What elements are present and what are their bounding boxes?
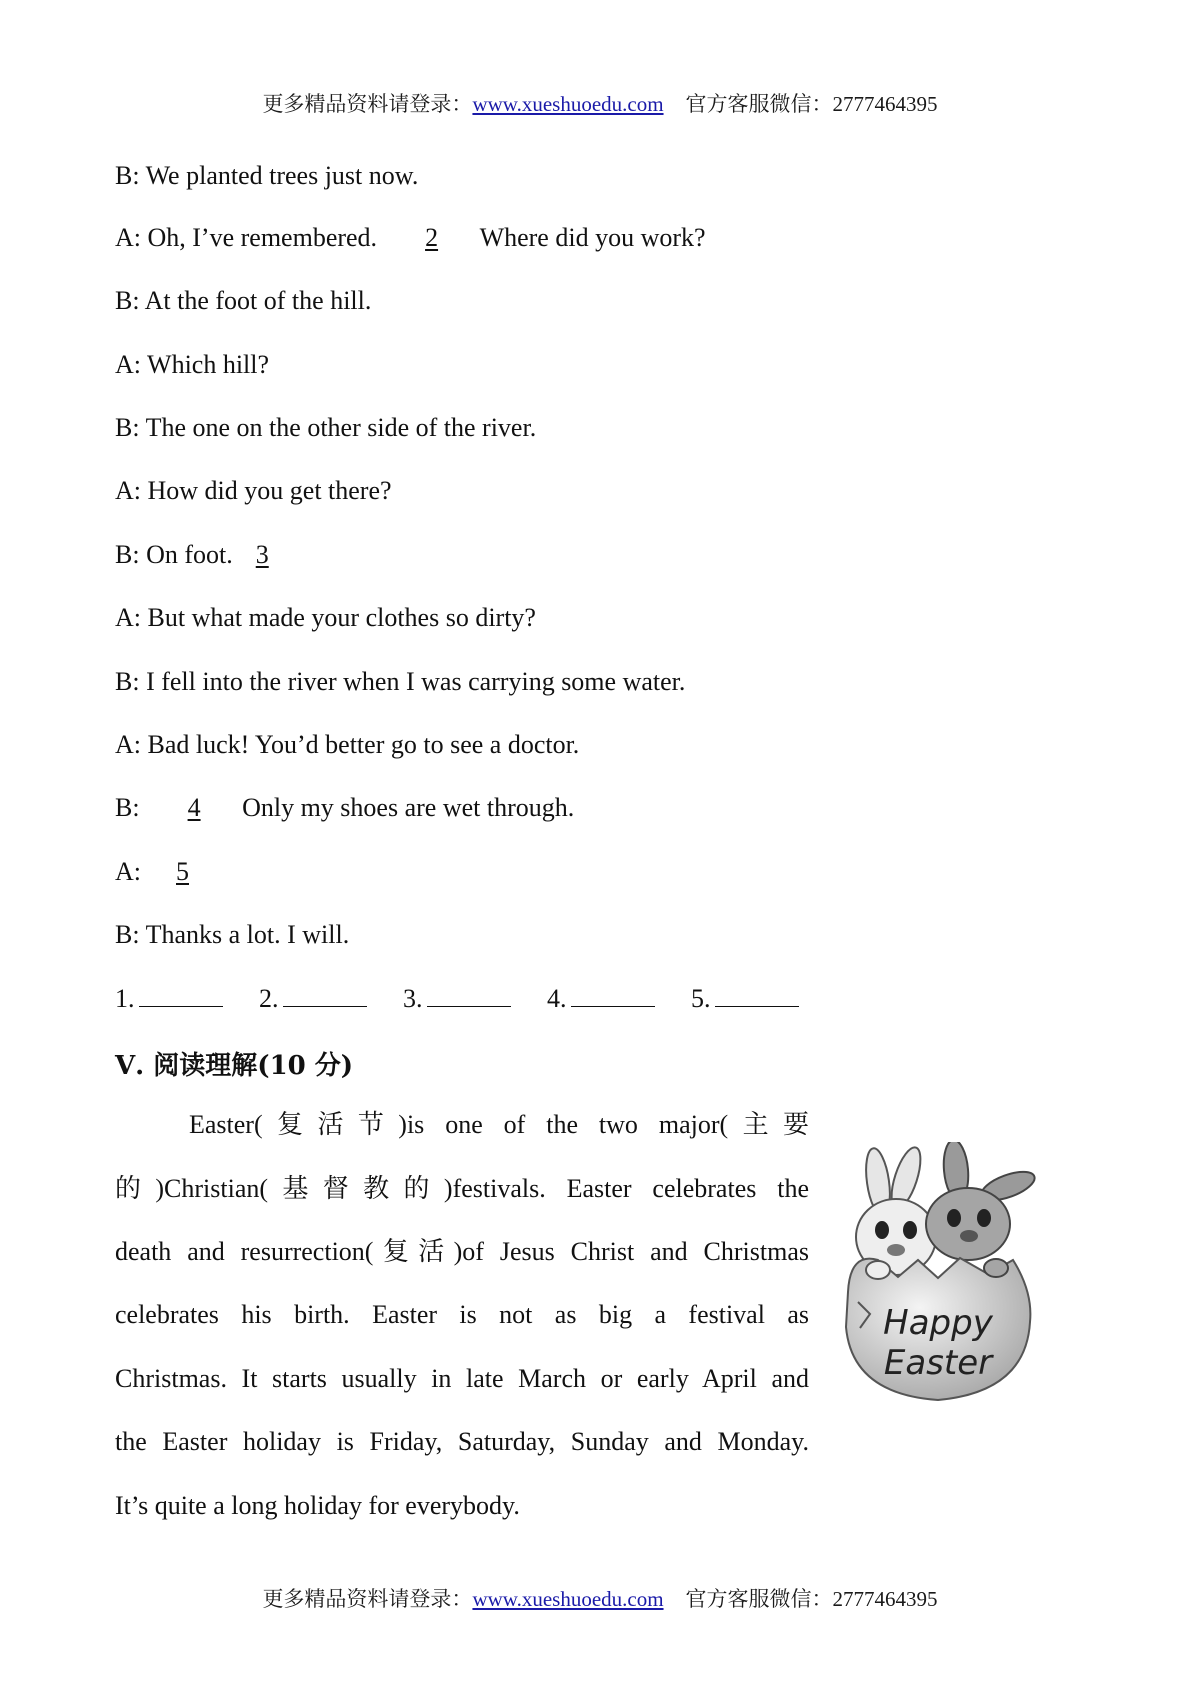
answer-slot-1[interactable]: 1. bbox=[115, 984, 223, 1014]
page-header bbox=[0, 88, 1200, 118]
footer-prefix: 更多精品资料请登录： bbox=[262, 1587, 473, 1611]
header-contact: 官方客服微信：2777464395 bbox=[685, 92, 938, 116]
dialogue-line-13: B: Thanks a lot. I will. bbox=[115, 920, 350, 949]
dialogue-line-1: B: We planted trees just now. bbox=[115, 161, 419, 190]
easter-bunny-egg-image bbox=[838, 1142, 1038, 1404]
section-title: Ⅴ. 阅读理解(10 分) bbox=[115, 1051, 354, 1081]
footer-link[interactable]: www.xueshuoedu.com bbox=[472, 1587, 664, 1611]
dialogue-line-5: B: The one on the other side of the river. bbox=[115, 413, 537, 442]
dialogue-line-10: A: Bad luck! You’d better go to see a doctor. bbox=[115, 730, 580, 759]
blank-3: 3 bbox=[255, 540, 269, 569]
dialogue-line-9: B: I fell into the river when I was carrying some water. bbox=[115, 667, 686, 696]
dialogue-line-8: A: But what made your clothes so dirty? bbox=[115, 603, 536, 632]
dialogue-line-6: A: How did you get there? bbox=[115, 476, 392, 505]
dialogue-line-4: A: Which hill? bbox=[115, 350, 270, 379]
footer-contact: 官方客服微信：2777464395 bbox=[685, 1587, 938, 1611]
dialogue-line-2: A: Oh, I’ve remembered. 2 Where did you work? bbox=[115, 223, 706, 252]
passage-line-1: Easter(复活节)is one of the two major(主要 bbox=[189, 1110, 809, 1139]
passage-line-5: Christmas. It starts usually in late March or early April and bbox=[115, 1364, 809, 1393]
dialogue-line-3: B: At the foot of the hill. bbox=[115, 286, 372, 315]
easter-caption-happy: Happy bbox=[883, 1303, 993, 1343]
answer-slot-5[interactable]: 5. bbox=[691, 984, 799, 1014]
answer-slots bbox=[115, 984, 829, 1014]
passage-line-2: 的)Christian(基督教的)festivals. Easter celebrates the bbox=[115, 1174, 809, 1203]
header-link[interactable]: www.xueshuoedu.com bbox=[472, 92, 664, 116]
answer-slot-2[interactable]: 2. bbox=[259, 984, 367, 1014]
blank-5: 5 bbox=[176, 857, 189, 886]
dialogue-line-12: A: 5 bbox=[115, 857, 218, 887]
blank-4: 4 bbox=[187, 793, 201, 822]
passage-line-3: death and resurrection(复活)of Jesus Christ and Christmas bbox=[115, 1237, 809, 1266]
passage-line-6: the Easter holiday is Friday, Saturday, Sunday and Monday. bbox=[115, 1427, 809, 1456]
answer-slot-3[interactable]: 3. bbox=[403, 984, 511, 1014]
blank-2: 2 bbox=[425, 223, 439, 252]
answer-slot-4[interactable]: 4. bbox=[547, 984, 655, 1014]
dialogue-line-11: B: 4 Only my shoes are wet through. bbox=[115, 793, 575, 822]
dialogue-line-7: B: On foot. 3 bbox=[115, 540, 285, 570]
page-footer bbox=[0, 1583, 1200, 1613]
passage-line-4: celebrates his birth. Easter is not as big a festival as bbox=[115, 1300, 809, 1329]
header-prefix: 更多精品资料请登录： bbox=[262, 92, 473, 116]
easter-caption-easter: Easter bbox=[883, 1343, 993, 1383]
passage-line-7: It’s quite a long holiday for everybody. bbox=[115, 1491, 520, 1520]
